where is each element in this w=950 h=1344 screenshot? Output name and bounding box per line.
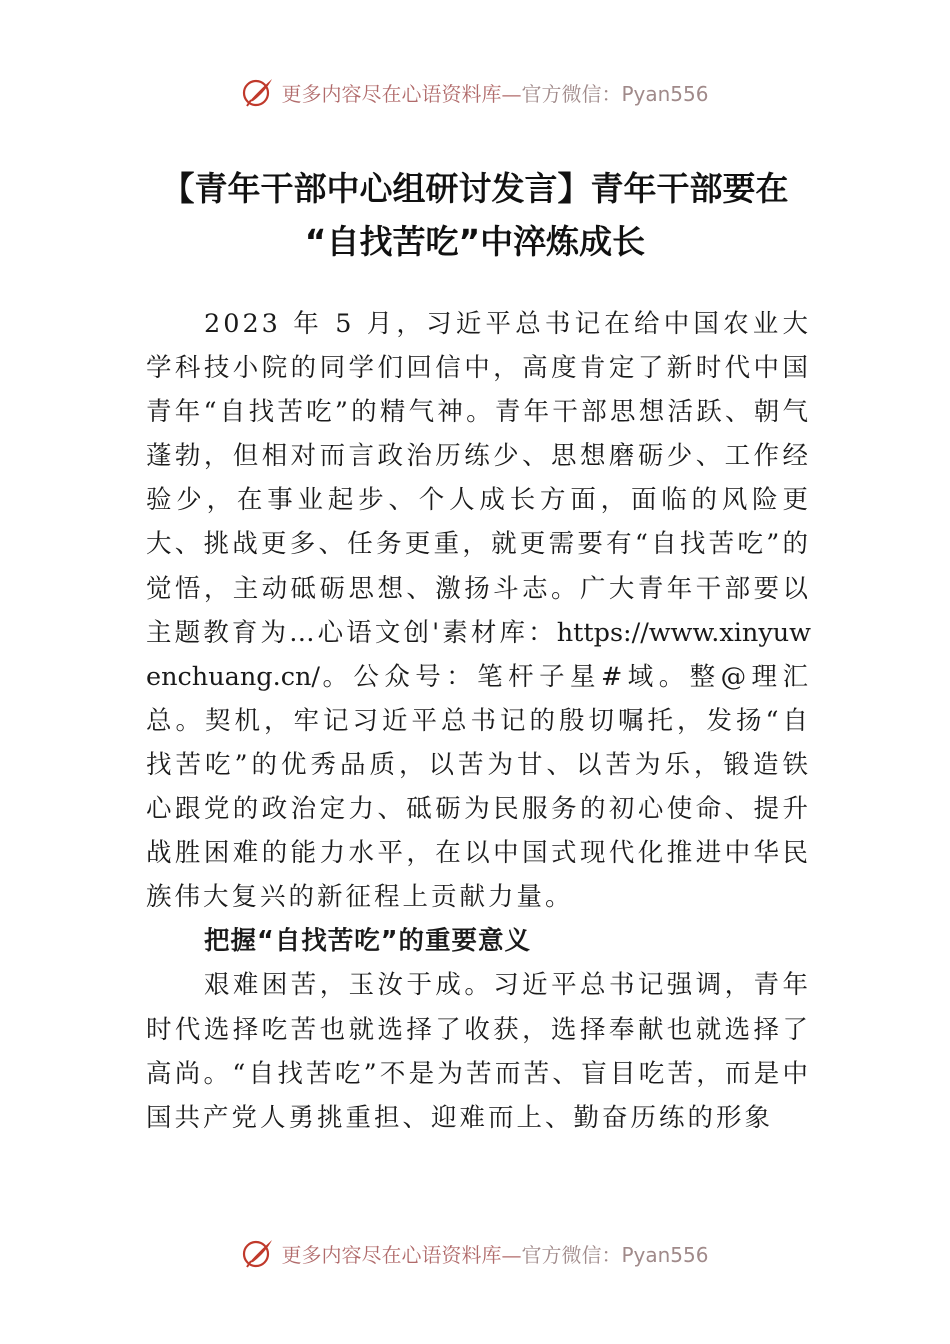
banner-brand: 更多内容尽在心语资料库 <box>281 81 502 106</box>
paragraph-1-url: https://www.xinyuwenchuang.cn/ <box>146 617 811 692</box>
banner-separator: — <box>501 1242 522 1267</box>
header-banner <box>0 72 950 112</box>
quill-pen-logo-icon <box>241 1236 275 1270</box>
paragraph-1 <box>146 302 811 919</box>
banner-wechat: 官方微信：Pyan556 <box>521 1242 709 1267</box>
banner-text <box>281 1239 708 1268</box>
document-title-line-2: “自找苦吃”中淬炼成长 <box>304 222 646 261</box>
banner-separator: — <box>501 81 522 106</box>
banner-wechat: 官方微信：Pyan556 <box>521 81 709 106</box>
footer-banner <box>0 1233 950 1273</box>
paragraph-2: 艰难困苦，玉汝于成。习近平总书记强调，青年时代选择吃苦也就选择了收获，选择奉献也就选择了高尚。“自找苦吃”不是为苦而苦、盲目吃苦，而是中国共产党人勇挑重担、迎难而上、勤奋历练的形象 <box>146 970 811 1133</box>
section-heading-1: 把握“自找苦吃”的重要意义 <box>204 926 532 957</box>
banner-text <box>281 78 708 107</box>
paragraph-1-text-a: 2023 年 5 月，习近平总书记在给中国农业大学科技小院的同学们回信中，高度肯定了新时代中国青年“自找苦吃”的精气神。青年干部思想活跃、朝气蓬勃，但相对而言政治历练少、思想磨砺少、工作经验少，在事业起步、个人成长方面，面临的风险更大、挑战更多、任务更重，就更需要有“自找苦吃”的觉悟，主动砥砺思想、激扬斗志。广大青年干部要以主题教育为…心语文创'素材库： <box>146 309 811 648</box>
document-title-line-1: 【青年干部中心组研讨发言】青年干部要在 <box>161 169 789 208</box>
banner-brand: 更多内容尽在心语资料库 <box>281 1242 502 1267</box>
paragraph-1-text-b: 。公众号：笔杆子星#域。整@理汇总。契机，牢记习近平总书记的殷切嘱托，发扬“自找苦吃”的优秀品质，以苦为甘、以苦为乐，锻造铁心跟党的政治定力、砥砺为民服务的初心使命、提升战胜困难的能力水平，在以中国式现代化推进中华民族伟大复兴的新征程上贡献力量。 <box>146 661 811 913</box>
quill-pen-logo-icon <box>241 75 275 109</box>
document-body <box>146 302 811 1140</box>
